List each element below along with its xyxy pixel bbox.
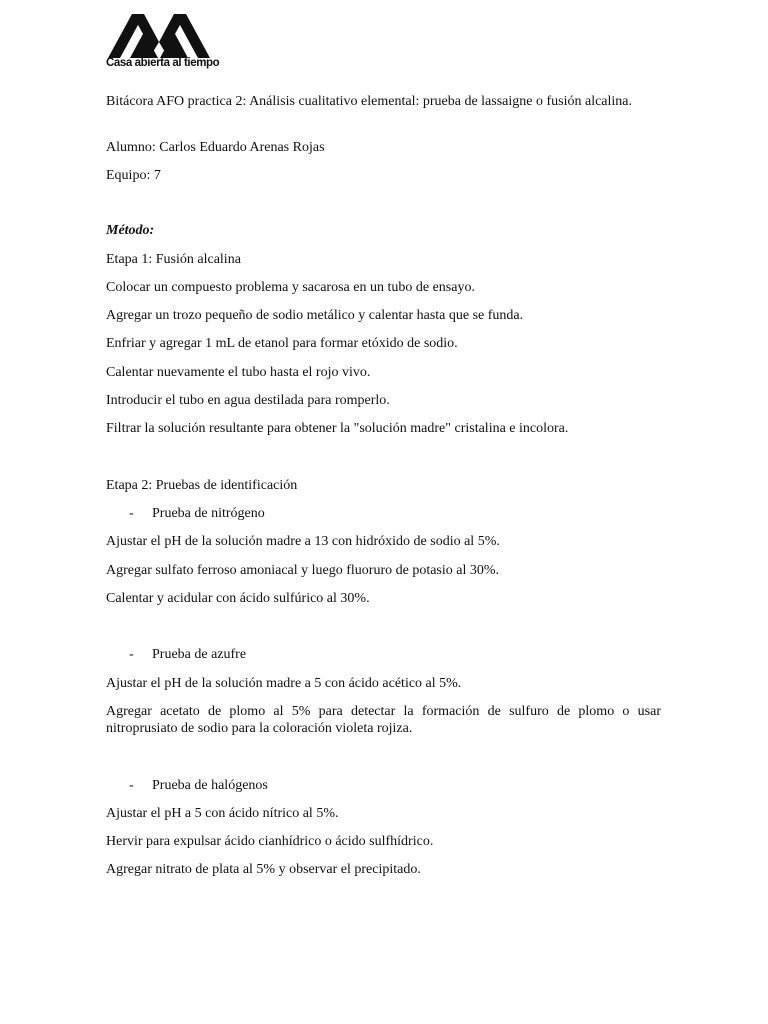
uam-logo	[106, 14, 218, 74]
stage1-step: Enfriar y agregar 1 mL de etanol para formar etóxido de sodio.	[106, 336, 458, 351]
uam-logo-mark	[106, 14, 212, 58]
team-number: Equipo: 7	[106, 168, 161, 183]
stage1-title: Etapa 1: Fusión alcalina	[106, 252, 241, 267]
stage2-title: Etapa 2: Pruebas de identificación	[106, 478, 298, 493]
stage1-step: Calentar nuevamente el tubo hasta el rojo vivo.	[106, 365, 371, 380]
stage1-step: Introducir el tubo en agua destilada para romperlo.	[106, 393, 390, 408]
stage1-step: Agregar un trozo pequeño de sodio metálico y calentar hasta que se funda.	[106, 308, 524, 323]
stage1-step: Filtrar la solución resultante para obtener la "solución madre" cristalina e incolora.	[106, 421, 569, 436]
sulfur-step: Agregar acetato de plomo al 5% para detectar la formación de sulfuro de plomo o usar nitroprusiato de sodio para la coloración violeta rojiza.	[106, 704, 661, 736]
student-name: Alumno: Carlos Eduardo Arenas Rojas	[106, 140, 325, 155]
bullet-dash: -	[129, 506, 134, 521]
bullet-dash: -	[129, 647, 134, 662]
halogen-step: Ajustar el pH a 5 con ácido nítrico al 5%.	[106, 806, 339, 821]
sulfur-step: Ajustar el pH de la solución madre a 5 con ácido acético al 5%.	[106, 676, 462, 691]
method-heading: Método:	[106, 223, 155, 238]
sulfur-test-label: Prueba de azufre	[152, 647, 247, 662]
document-title: Bitácora AFO practica 2: Análisis cualitativo elemental: prueba de lassaigne o fusión alcalina.	[106, 94, 632, 109]
nitrogen-test-label: Prueba de nitrógeno	[152, 506, 265, 521]
halogen-test-label: Prueba de halógenos	[152, 778, 268, 793]
bullet-dash: -	[129, 778, 134, 793]
halogen-step: Hervir para expulsar ácido cianhídrico o ácido sulfhídrico.	[106, 834, 434, 849]
nitrogen-step: Agregar sulfato ferroso amoniacal y luego fluoruro de potasio al 30%.	[106, 563, 500, 578]
logo-tagline: Casa abierta al tiempo	[106, 57, 220, 69]
stage1-step: Colocar un compuesto problema y sacarosa en un tubo de ensayo.	[106, 280, 475, 295]
nitrogen-step: Ajustar el pH de la solución madre a 13 con hidróxido de sodio al 5%.	[106, 534, 500, 549]
nitrogen-step: Calentar y acidular con ácido sulfúrico al 30%.	[106, 591, 370, 606]
halogen-step: Agregar nitrato de plata al 5% y observar el precipitado.	[106, 862, 421, 877]
